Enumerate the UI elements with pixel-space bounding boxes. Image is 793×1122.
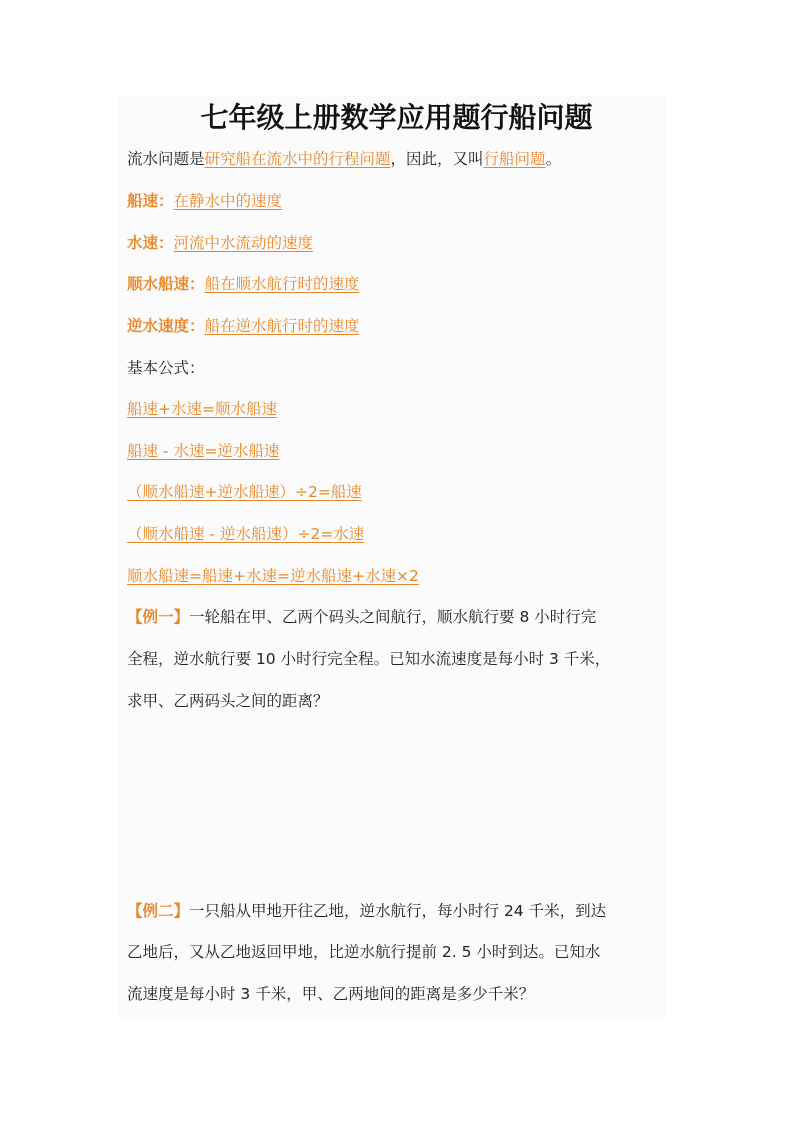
definition-desc: 河流中水流动的速度	[173, 234, 314, 252]
example-two-tag: 【例二】	[127, 902, 190, 920]
definition-term: 船速：	[127, 192, 174, 210]
formula-text: 顺水船速=船速+水速=逆水船速+水速×2	[127, 567, 419, 585]
example-one-line-3: 求甲、乙两码头之间的距离？	[127, 692, 329, 710]
definition-term: 顺水船速：	[127, 275, 205, 293]
definition-desc: 在静水中的速度	[173, 192, 283, 210]
definition-desc: 船在顺水航行时的速度	[204, 275, 360, 293]
example-one-line-1	[127, 606, 596, 628]
formula-item	[127, 565, 419, 587]
intro-paragraph	[127, 148, 561, 170]
definition-desc: 船在逆水航行时的速度	[204, 317, 360, 335]
example-one-text: 一轮船在甲、乙两个码头之间航行，顺水航行要 8 小时行完	[189, 608, 597, 626]
example-one-tag: 【例一】	[127, 608, 190, 626]
example-two-line-2: 乙地后，又从乙地返回甲地，比逆水航行提前 2. 5 小时到达。已知水	[127, 943, 601, 961]
formula-text: （顺水船速+逆水船速）÷2=船速	[127, 483, 362, 501]
intro-suffix: 。	[545, 150, 562, 168]
formula-heading: 基本公式：	[127, 359, 205, 377]
intro-link-boat-problem: 行船问题	[483, 150, 546, 168]
example-one-line-2: 全程，逆水航行要 10 小时行完全程。已知水流速度是每小时 3 千米，	[127, 650, 611, 668]
formula-item	[127, 481, 362, 503]
page-title: 七年级上册数学应用题行船问题	[200, 101, 593, 134]
formula-text: 船速+水速=顺水船速	[127, 400, 277, 418]
example-two-line-3: 流速度是每小时 3 千米，甲、乙两地间的距离是多少千米？	[127, 985, 535, 1003]
intro-prefix: 流水问题是	[127, 150, 205, 168]
example-two-text: 一只船从甲地开往乙地，逆水航行，每小时行 24 千米，到达	[189, 902, 607, 920]
example-two-line-1	[127, 900, 606, 922]
formula-text: 船速 - 水速=逆水船速	[127, 442, 280, 460]
intro-middle: ，因此，又叫	[390, 150, 484, 168]
definition-boat-speed	[127, 190, 282, 212]
definition-upstream-speed	[127, 315, 360, 337]
definition-term: 逆水速度：	[127, 317, 205, 335]
definition-downstream-speed	[127, 273, 360, 295]
formula-item	[127, 398, 277, 420]
intro-link-research: 研究船在流水中的行程问题	[204, 150, 391, 168]
formula-item	[127, 523, 364, 545]
definition-water-speed	[127, 232, 313, 254]
formula-item	[127, 440, 279, 462]
definition-term: 水速：	[127, 234, 174, 252]
formula-text: （顺水船速 - 逆水船速）÷2=水速	[127, 525, 365, 543]
